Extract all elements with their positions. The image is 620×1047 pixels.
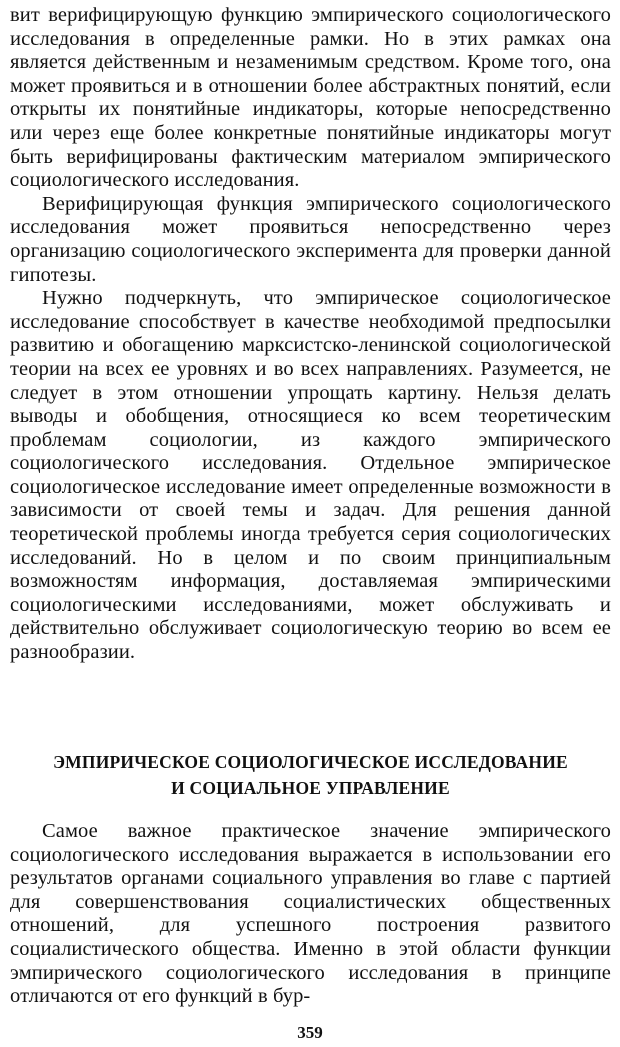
section-heading bbox=[10, 749, 611, 801]
text-block-top bbox=[10, 4, 611, 665]
section-heading-line-2: И СОЦИАЛЬНОЕ УПРАВЛЕНИЕ bbox=[171, 778, 450, 798]
section-heading-line-1: ЭМПИРИЧЕСКОЕ СОЦИОЛОГИЧЕСКОЕ ИССЛЕДОВАНИЕ bbox=[53, 752, 568, 772]
paragraph-practical-significance: Самое важное практическое значение эмпирического социологического исследования выражается в использовании его результатов органами социального управления во главе с партией для совершенствования социалистических общественных отношений, для успешного построения развитого социалистического общества. Именно в этой области функции эмпирического социологического исследования в принципе отличаются от его функций в бур- bbox=[10, 820, 611, 1008]
text-block-bottom bbox=[10, 820, 611, 1009]
paragraph-verification-function: Верифицирующая функция эмпирического социологического исследования может проявиться непосредственно через организацию социологического эксперимента для проверки данной гипотезы. bbox=[10, 192, 611, 286]
paragraph-theory-development: Нужно подчеркнуть, что эмпирическое социологическое исследование способствует в качестве необходимой предпосылки развитию и обогащению марксистско-ленинской социологической теории на всех ее уровнях и во всех направлениях. Разумеется, не следует в этом отношении упрощать картину. Нельзя делать выводы и обобщения, относящиеся ко всем теоретическим проблемам социологии, из каждого эмпирического социологического исследования. Отдельное эмпирическое социологическое исследование имеет определенные возможности в зависимости от своей темы и задач. Для решения данной теоретической проблемы иногда требуется серия социологических исследований. Но в целом и по своим принципиальным возможностям информация, доставляемая эмпирическими социологическими исследованиями, может обслуживать и действительно обслуживает социологическую теорию во всем ее разнообразии. bbox=[10, 287, 611, 664]
page-number: 359 bbox=[297, 1023, 323, 1042]
paragraph-continuation: вит верифицирующую функцию эмпирического социологического исследования в определенные рамки. Но в этих рамках она является действенным и незаменимым средством. Кроме того, она может проявиться и в отношении более абстрактных понятий, если открыты их понятийные индикаторы, которые непосредственно или через еще более конкретные понятийные индикаторы могут быть верифицированы фактическим материалом эмпирического социологического исследования. bbox=[10, 4, 611, 192]
